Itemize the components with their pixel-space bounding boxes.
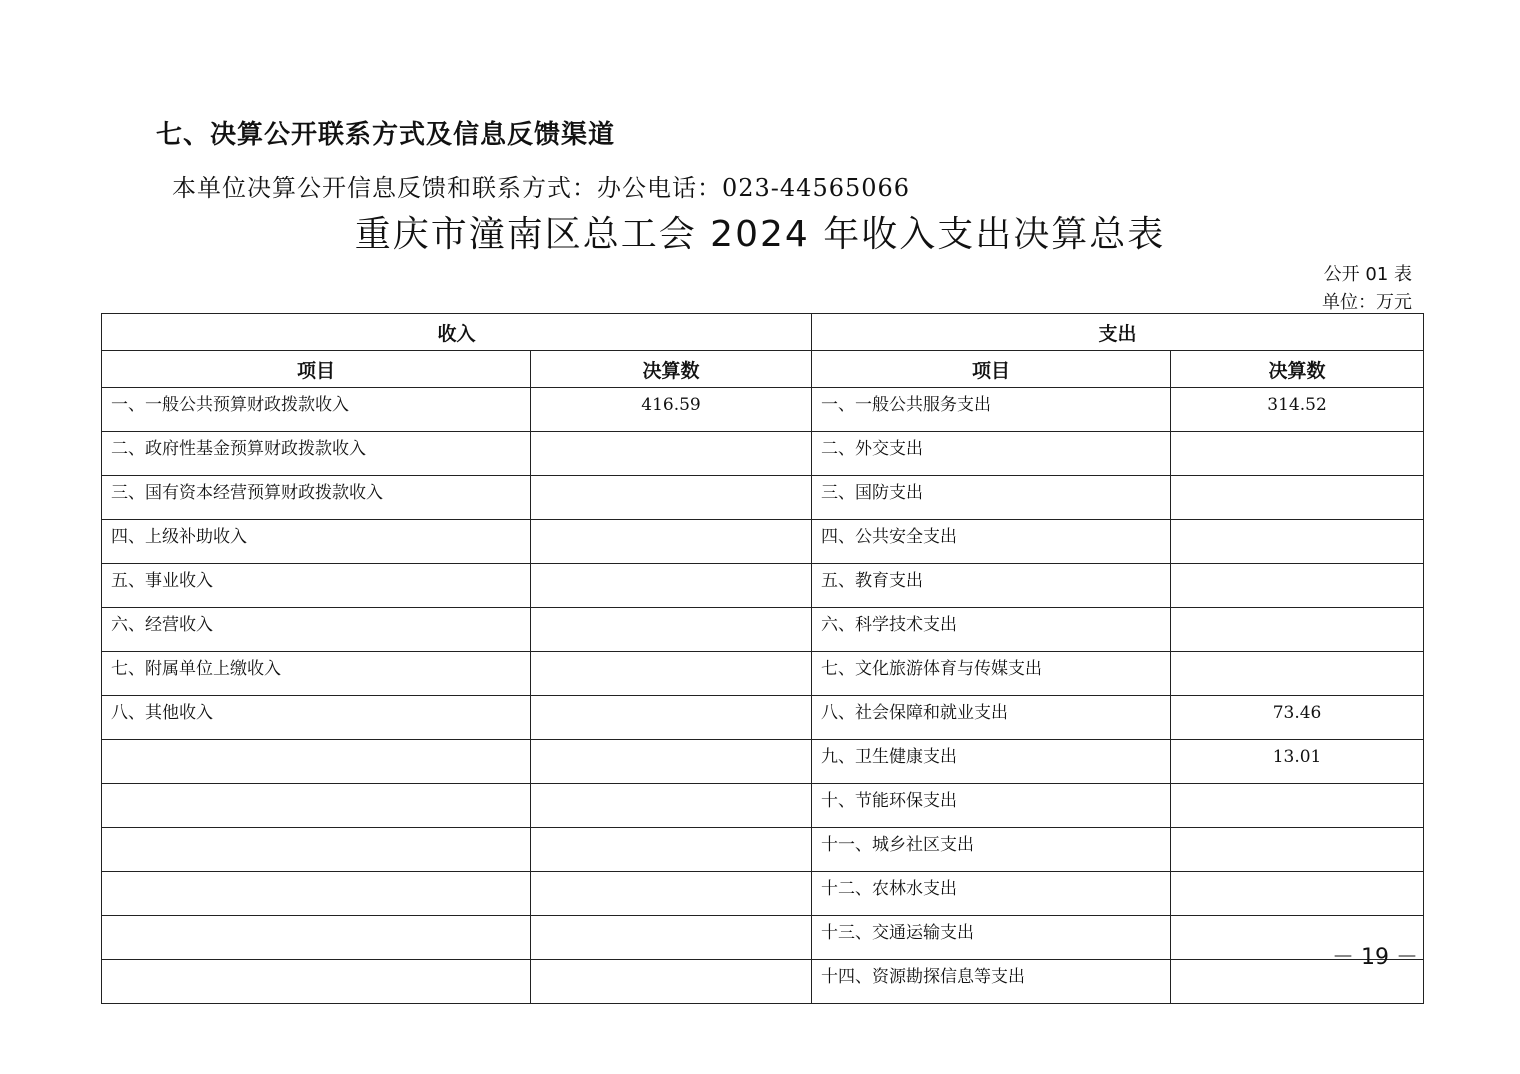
- income-item-cell: 五、事业收入: [102, 564, 531, 608]
- expense-amount-cell: [1171, 872, 1424, 916]
- income-item-cell: 一、一般公共预算财政拨款收入: [102, 388, 531, 432]
- table-row: [102, 476, 1424, 520]
- income-item-cell: [102, 740, 531, 784]
- income-amount-cell: 416.59: [531, 388, 812, 432]
- expense-amount-cell: [1171, 828, 1424, 872]
- expense-item-cell: 十、节能环保支出: [812, 784, 1171, 828]
- expense-amount-cell: 73.46: [1171, 696, 1424, 740]
- expense-amount-col-header: 决算数: [1171, 351, 1424, 388]
- income-amount-cell: [531, 916, 812, 960]
- income-amount-cell: [531, 476, 812, 520]
- section-heading: 七、决算公开联系方式及信息反馈渠道: [156, 120, 616, 150]
- table-row: [102, 740, 1424, 784]
- expense-amount-cell: 13.01: [1171, 740, 1424, 784]
- income-item-cell: 二、政府性基金预算财政拨款收入: [102, 432, 531, 476]
- income-item-cell: [102, 960, 531, 1004]
- income-item-cell: [102, 784, 531, 828]
- income-amount-cell: [531, 740, 812, 784]
- table-group-header-row: [102, 314, 1424, 351]
- table-row: [102, 872, 1424, 916]
- income-item-cell: [102, 828, 531, 872]
- expense-amount-cell: [1171, 784, 1424, 828]
- expense-item-cell: 一、一般公共服务支出: [812, 388, 1171, 432]
- contact-info: 本单位决算公开信息反馈和联系方式：办公电话：023-44565066: [172, 174, 911, 202]
- income-item-cell: 四、上级补助收入: [102, 520, 531, 564]
- budget-summary-table: [101, 313, 1424, 1004]
- unit-label: 单位：万元: [1322, 292, 1412, 313]
- income-item-cell: [102, 916, 531, 960]
- income-amount-cell: [531, 872, 812, 916]
- expense-amount-cell: [1171, 432, 1424, 476]
- table-column-header-row: [102, 351, 1424, 388]
- table-row: [102, 432, 1424, 476]
- expense-header: 支出: [812, 314, 1424, 351]
- expense-item-cell: 九、卫生健康支出: [812, 740, 1171, 784]
- expense-item-cell: 四、公共安全支出: [812, 520, 1171, 564]
- expense-item-col-header: 项目: [812, 351, 1171, 388]
- income-header: 收入: [102, 314, 812, 351]
- table-row: [102, 828, 1424, 872]
- table-row: [102, 608, 1424, 652]
- income-item-cell: 六、经营收入: [102, 608, 531, 652]
- income-item-cell: 七、附属单位上缴收入: [102, 652, 531, 696]
- income-amount-cell: [531, 784, 812, 828]
- table-title: 重庆市潼南区总工会 2024 年收入支出决算总表: [354, 214, 1166, 255]
- expense-item-cell: 二、外交支出: [812, 432, 1171, 476]
- income-item-col-header: 项目: [102, 351, 531, 388]
- expense-item-cell: 七、文化旅游体育与传媒支出: [812, 652, 1171, 696]
- income-amount-cell: [531, 960, 812, 1004]
- expense-amount-cell: [1171, 476, 1424, 520]
- expense-item-cell: 三、国防支出: [812, 476, 1171, 520]
- table-row: [102, 696, 1424, 740]
- table-row: [102, 652, 1424, 696]
- table-row: [102, 520, 1424, 564]
- income-amount-col-header: 决算数: [531, 351, 812, 388]
- expense-amount-cell: 314.52: [1171, 388, 1424, 432]
- expense-item-cell: 十二、农林水支出: [812, 872, 1171, 916]
- income-amount-cell: [531, 696, 812, 740]
- income-amount-cell: [531, 564, 812, 608]
- table-row: [102, 388, 1424, 432]
- page-number: － 19 －: [1332, 945, 1418, 970]
- table-row: [102, 960, 1424, 1004]
- table-row: [102, 564, 1424, 608]
- income-item-cell: 八、其他收入: [102, 696, 531, 740]
- expense-item-cell: 十一、城乡社区支出: [812, 828, 1171, 872]
- table-row: [102, 784, 1424, 828]
- form-number: 公开 01 表: [1323, 264, 1412, 285]
- income-amount-cell: [531, 828, 812, 872]
- income-amount-cell: [531, 520, 812, 564]
- income-amount-cell: [531, 652, 812, 696]
- table-row: [102, 916, 1424, 960]
- income-item-cell: [102, 872, 531, 916]
- expense-amount-cell: [1171, 652, 1424, 696]
- expense-amount-cell: [1171, 520, 1424, 564]
- expense-item-cell: 十四、资源勘探信息等支出: [812, 960, 1171, 1004]
- expense-amount-cell: [1171, 564, 1424, 608]
- expense-amount-cell: [1171, 608, 1424, 652]
- expense-item-cell: 八、社会保障和就业支出: [812, 696, 1171, 740]
- expense-item-cell: 十三、交通运输支出: [812, 916, 1171, 960]
- expense-item-cell: 六、科学技术支出: [812, 608, 1171, 652]
- income-amount-cell: [531, 432, 812, 476]
- income-amount-cell: [531, 608, 812, 652]
- expense-item-cell: 五、教育支出: [812, 564, 1171, 608]
- income-item-cell: 三、国有资本经营预算财政拨款收入: [102, 476, 531, 520]
